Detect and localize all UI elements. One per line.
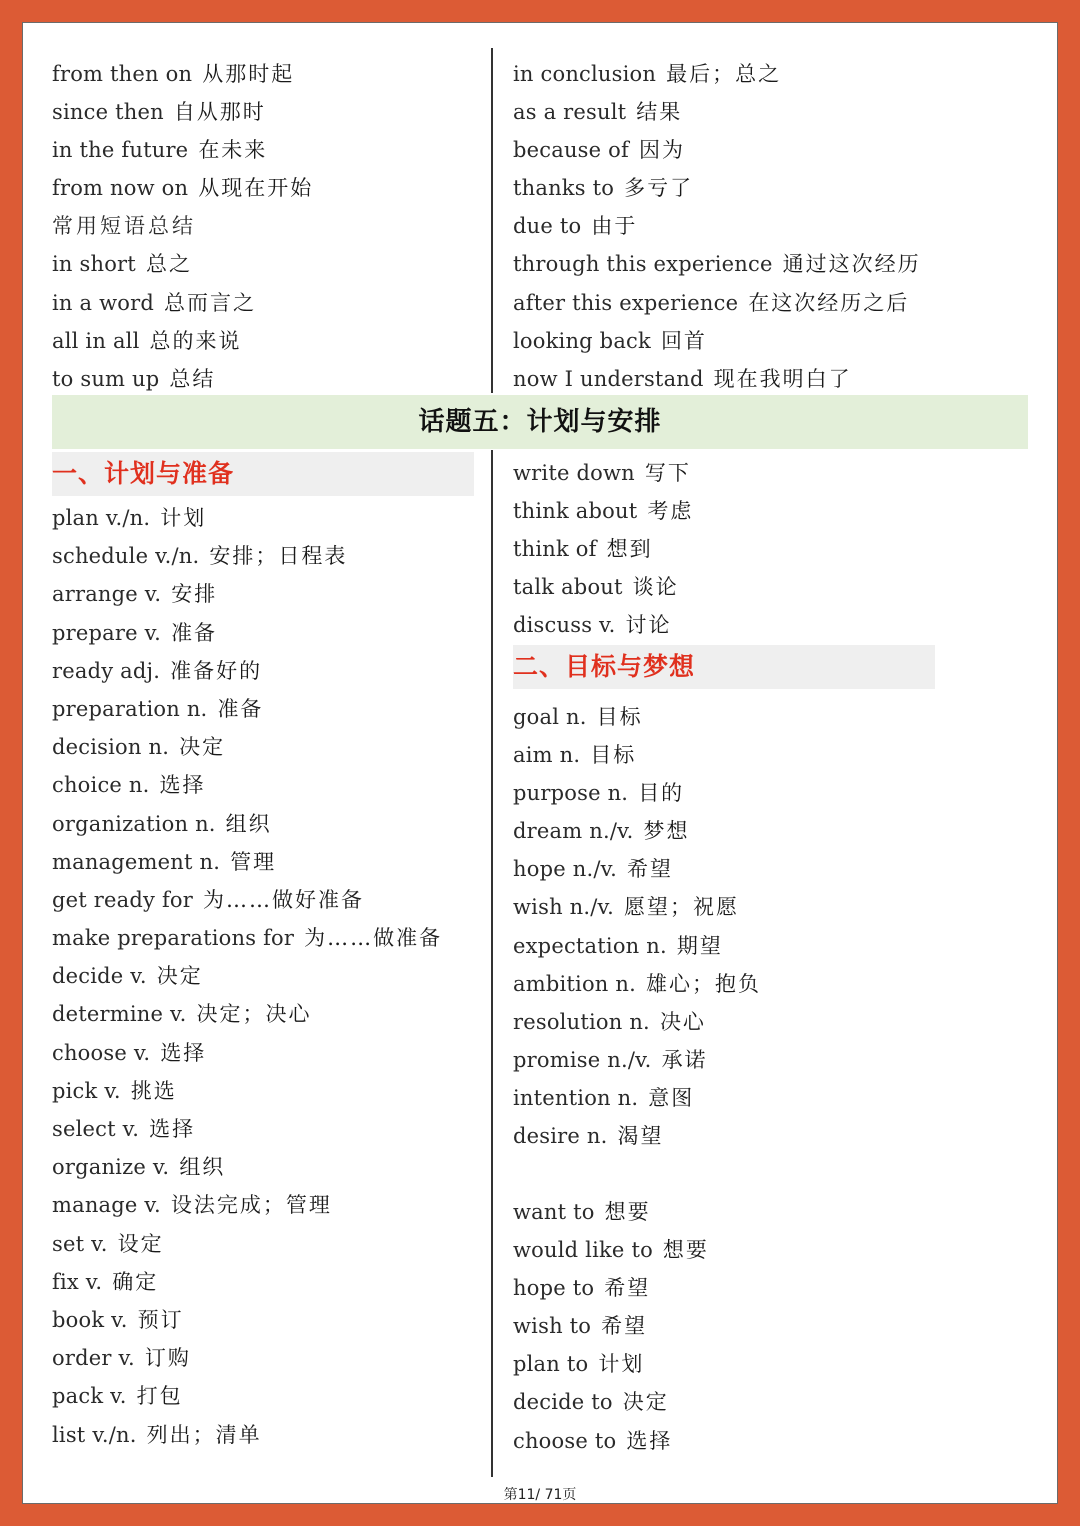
vocab-term: set v. <box>52 1231 108 1256</box>
vocab-meaning: 意图 <box>648 1085 695 1110</box>
vocab-entry <box>52 1301 442 1339</box>
vocab-meaning: 选择 <box>159 773 206 798</box>
vocab-meaning: 决定 <box>156 964 203 989</box>
vocab-term: preparation n. <box>52 696 208 721</box>
vocab-meaning: 因为 <box>638 138 685 163</box>
vocab-term: decide v. <box>52 964 147 989</box>
vocab-entry <box>513 1422 709 1460</box>
vocab-meaning: 目标 <box>590 743 637 768</box>
vocab-meaning: 为……做好准备 <box>203 887 365 912</box>
vocab-term: as a result <box>513 100 627 125</box>
vocab-term: ambition n. <box>513 971 636 996</box>
vocab-entry <box>513 812 761 850</box>
vocab-meaning: 希望 <box>627 857 674 882</box>
vocab-entry <box>513 1079 761 1117</box>
vocab-term: to sum up <box>52 366 160 391</box>
vocab-term: because of <box>513 138 629 163</box>
vocab-list-top-right <box>513 55 921 398</box>
vocab-entry <box>513 698 761 736</box>
vocab-meaning: 愿望；祝愿 <box>624 895 739 920</box>
vocab-entry <box>513 1193 709 1231</box>
vocab-entry <box>52 1225 442 1263</box>
vocab-meaning: 确定 <box>112 1269 159 1294</box>
vocab-meaning: 总结 <box>169 366 216 391</box>
vocab-term: discuss v. <box>513 613 616 638</box>
vocab-meaning: 想要 <box>662 1238 709 1263</box>
vocab-list-plan-prepare <box>52 499 442 1454</box>
vocab-meaning: 渴望 <box>617 1124 664 1149</box>
vocab-term: expectation n. <box>513 933 667 958</box>
vocab-term: hope n./v. <box>513 857 618 882</box>
vocab-entry <box>52 537 442 575</box>
vocab-entry <box>52 1416 442 1454</box>
vocab-meaning: 准备 <box>171 620 218 645</box>
vocab-term: aim n. <box>513 743 581 768</box>
vocab-meaning: 从那时起 <box>202 62 295 86</box>
vocab-term: from now on <box>52 176 189 201</box>
vocab-entry <box>513 131 921 169</box>
vocab-entry <box>513 55 921 93</box>
vocab-term: plan to <box>513 1352 589 1377</box>
vocab-term: organization n. <box>52 811 216 836</box>
vocab-meaning: 目标 <box>596 705 643 729</box>
vocab-term: fix v. <box>52 1269 103 1294</box>
vocab-entry <box>52 766 442 804</box>
vocab-entry <box>513 965 761 1003</box>
vocab-entry <box>513 207 921 245</box>
vocab-list-top-left <box>52 55 313 398</box>
vocab-meaning: 想要 <box>604 1200 651 1224</box>
vocab-term: decide to <box>513 1390 613 1415</box>
vocab-meaning: 组织 <box>179 1155 226 1180</box>
vocab-meaning: 希望 <box>601 1314 648 1339</box>
vocab-meaning: 订购 <box>144 1346 191 1371</box>
vocab-entry <box>52 55 313 93</box>
vocab-term: in short <box>52 252 136 277</box>
vocab-entry <box>52 1377 442 1415</box>
vocab-meaning: 挑选 <box>130 1078 177 1103</box>
vocab-term: choose v. <box>52 1040 151 1065</box>
vocab-meaning: 梦想 <box>643 819 690 844</box>
vocab-meaning: 希望 <box>604 1276 651 1301</box>
vocab-meaning: 选择 <box>626 1428 673 1453</box>
vocab-term: arrange v. <box>52 582 162 607</box>
vocab-list-goals-dreams <box>513 698 761 1155</box>
vocab-meaning: 打包 <box>136 1384 183 1409</box>
vocab-entry <box>513 1117 761 1155</box>
vocab-term: decision n. <box>52 735 170 760</box>
vocab-term: hope to <box>513 1276 595 1301</box>
vocab-entry <box>513 492 693 530</box>
vocab-term: would like to <box>513 1238 653 1263</box>
vocab-entry <box>52 805 442 843</box>
vocab-entry <box>513 360 921 398</box>
vocab-term: looking back <box>513 328 651 353</box>
vocab-meaning: 列出；清单 <box>146 1422 262 1447</box>
vocab-term: goal n. <box>513 705 587 729</box>
vocab-term: now I understand <box>513 366 704 391</box>
vocab-term: schedule v./n. <box>52 544 200 569</box>
vocab-entry <box>52 322 313 360</box>
vocab-meaning: 在未来 <box>198 138 268 163</box>
vocab-entry <box>513 850 761 888</box>
vocab-entry <box>52 614 442 652</box>
vocab-term: manage v. <box>52 1193 161 1218</box>
vocab-term: in a word <box>52 290 155 315</box>
vocab-meaning: 总之 <box>145 252 192 277</box>
vocab-entry <box>52 575 442 613</box>
vocab-entry <box>513 169 921 207</box>
vocab-meaning: 在这次经历之后 <box>748 290 910 315</box>
vocab-meaning: 决定；决心 <box>196 1002 312 1027</box>
vocab-meaning: 准备 <box>217 696 264 721</box>
vocab-entry <box>52 919 442 957</box>
vocab-entry <box>52 843 442 881</box>
vocab-term: determine v. <box>52 1002 187 1027</box>
vocab-meaning: 通过这次经历 <box>782 252 921 277</box>
vocab-term: ready adj. <box>52 658 161 683</box>
vocab-meaning: 决心 <box>659 1009 706 1034</box>
vocab-meaning: 由于 <box>591 214 638 239</box>
column-divider <box>491 48 493 393</box>
vocab-term: choice n. <box>52 773 150 798</box>
vocab-meaning: 结果 <box>636 100 683 125</box>
vocab-term: 常用短语总结 <box>52 214 196 239</box>
vocab-term: think about <box>513 499 638 524</box>
vocab-term: pick v. <box>52 1078 121 1103</box>
vocab-entry <box>52 1339 442 1377</box>
vocab-term: choose to <box>513 1428 617 1453</box>
vocab-term: thanks to <box>513 176 615 201</box>
vocab-list-intent-phrases <box>513 1193 709 1460</box>
vocab-entry <box>52 1186 442 1224</box>
vocab-meaning: 想到 <box>606 537 653 562</box>
vocab-meaning: 期望 <box>676 933 723 958</box>
vocab-meaning: 讨论 <box>625 613 672 638</box>
topic-title: 话题五：计划与安排 <box>52 395 1028 449</box>
vocab-entry <box>513 93 921 131</box>
vocab-meaning: 安排 <box>171 582 218 607</box>
vocab-meaning: 谈论 <box>632 575 679 600</box>
vocab-meaning: 准备好的 <box>170 658 263 683</box>
vocab-term: after this experience <box>513 290 739 315</box>
vocab-term: in the future <box>52 138 189 163</box>
vocab-entry <box>52 1148 442 1186</box>
vocab-meaning: 设法完成；管理 <box>170 1193 332 1218</box>
vocab-term: desire n. <box>513 1124 608 1149</box>
vocab-term: management n. <box>52 849 221 874</box>
vocab-entry <box>52 1034 442 1072</box>
vocab-term: list v./n. <box>52 1422 137 1447</box>
vocab-entry <box>52 957 442 995</box>
vocab-entry <box>52 93 313 131</box>
vocab-meaning: 组织 <box>225 811 272 836</box>
vocab-entry <box>513 1231 709 1269</box>
vocab-entry <box>513 1345 709 1383</box>
vocab-entry <box>513 1307 709 1345</box>
vocab-meaning: 安排；日程表 <box>209 544 348 569</box>
vocab-entry <box>513 322 921 360</box>
vocab-meaning: 为……做准备 <box>304 926 443 951</box>
vocab-term: talk about <box>513 575 623 600</box>
vocab-entry <box>52 690 442 728</box>
vocab-entry <box>513 530 693 568</box>
vocab-term: intention n. <box>513 1085 639 1110</box>
vocab-entry <box>513 1041 761 1079</box>
section-title-goals-dreams: 二、目标与梦想 <box>513 645 935 689</box>
vocab-term: book v. <box>52 1307 128 1332</box>
vocab-term: plan v./n. <box>52 506 151 530</box>
vocab-term: all in all <box>52 328 140 353</box>
vocab-meaning: 写下 <box>644 461 691 485</box>
vocab-term: since then <box>52 100 164 125</box>
vocab-meaning: 选择 <box>160 1040 207 1065</box>
vocab-entry <box>513 284 921 322</box>
vocab-meaning: 总的来说 <box>149 328 242 353</box>
vocab-entry <box>52 652 442 690</box>
vocab-meaning: 承诺 <box>661 1047 708 1072</box>
vocab-entry <box>52 169 313 207</box>
vocab-entry <box>513 927 761 965</box>
vocab-meaning: 计划 <box>160 506 207 530</box>
vocab-meaning: 雄心；抱负 <box>646 971 761 996</box>
vocab-entry <box>513 774 761 812</box>
vocab-term: make preparations for <box>52 926 295 951</box>
vocab-meaning: 设定 <box>117 1231 164 1256</box>
vocab-term: pack v. <box>52 1384 127 1409</box>
vocab-meaning: 多亏了 <box>624 176 694 201</box>
vocab-meaning: 自从那时 <box>173 100 266 125</box>
section-title-plan-prepare: 一、计划与准备 <box>52 452 474 496</box>
vocab-entry <box>513 1269 709 1307</box>
vocab-meaning: 计划 <box>598 1352 645 1377</box>
vocab-list-phrases <box>513 454 693 644</box>
vocab-meaning: 总而言之 <box>164 290 257 315</box>
vocab-term: through this experience <box>513 252 773 277</box>
vocab-entry <box>52 284 313 322</box>
vocab-term: in conclusion <box>513 62 657 86</box>
vocab-term: write down <box>513 461 635 485</box>
vocab-term: from then on <box>52 62 193 86</box>
vocab-meaning: 管理 <box>230 849 277 874</box>
vocab-term: organize v. <box>52 1155 170 1180</box>
vocab-entry <box>513 1003 761 1041</box>
vocab-term: want to <box>513 1200 595 1224</box>
vocab-term: select v. <box>52 1117 140 1141</box>
vocab-term: purpose n. <box>513 781 629 806</box>
vocab-entry <box>52 499 442 537</box>
vocab-meaning: 目的 <box>638 781 685 806</box>
vocab-entry <box>513 568 693 606</box>
page-number: 第11/ 71页 <box>503 1487 577 1503</box>
vocab-term: think of <box>513 537 597 562</box>
vocab-entry <box>52 360 313 398</box>
vocab-meaning: 考虑 <box>647 499 694 524</box>
vocab-entry <box>52 1110 442 1148</box>
vocab-meaning: 最后；总之 <box>666 62 782 86</box>
vocab-meaning: 现在我明白了 <box>713 366 852 391</box>
vocab-entry <box>513 606 693 644</box>
vocab-meaning: 决定 <box>622 1390 669 1415</box>
vocab-entry <box>52 728 442 766</box>
vocab-term: prepare v. <box>52 620 162 645</box>
vocab-term: wish to <box>513 1314 592 1339</box>
vocab-entry <box>52 245 313 283</box>
vocab-term: promise n./v. <box>513 1047 652 1072</box>
vocab-entry <box>52 995 442 1033</box>
vocab-meaning: 从现在开始 <box>198 176 314 201</box>
vocab-meaning: 选择 <box>149 1117 196 1141</box>
vocab-term: dream n./v. <box>513 819 634 844</box>
vocab-entry <box>513 1383 709 1421</box>
vocab-entry <box>52 1072 442 1110</box>
vocab-term: due to <box>513 214 582 239</box>
vocab-term: wish n./v. <box>513 895 614 920</box>
vocab-entry <box>513 454 693 492</box>
vocab-entry <box>513 736 761 774</box>
vocab-meaning: 回首 <box>660 328 707 353</box>
vocab-entry <box>52 881 442 919</box>
vocab-meaning: 决定 <box>179 735 226 760</box>
vocab-term: resolution n. <box>513 1009 650 1034</box>
vocab-entry <box>513 888 761 926</box>
vocab-term: get ready for <box>52 887 194 912</box>
column-divider <box>491 450 493 1477</box>
vocab-meaning: 预订 <box>137 1307 184 1332</box>
vocab-entry <box>52 131 313 169</box>
vocab-entry <box>52 207 313 245</box>
vocab-entry <box>52 1263 442 1301</box>
vocab-entry <box>513 245 921 283</box>
vocab-term: order v. <box>52 1346 135 1371</box>
